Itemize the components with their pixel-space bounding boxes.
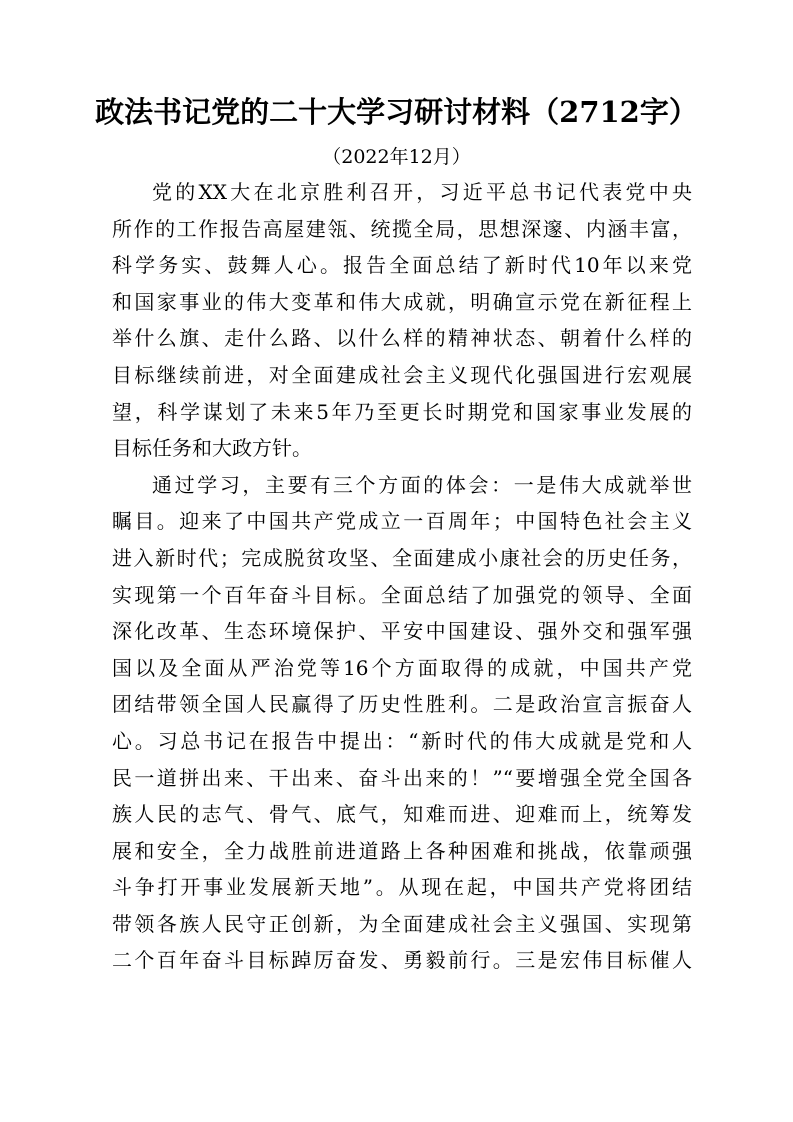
document-date: （2022年12月）: [322, 146, 471, 168]
text-line: 举什么旗、走什么路、以什么样的精神状态、朝着什么样的: [112, 326, 692, 351]
text-line: 心。习总书记在报告中提出：“新时代的伟大成就是党和人: [112, 728, 692, 753]
text-line: 所作的工作报告高屋建瓴、统揽全局，思想深邃、内涵丰富，: [112, 216, 692, 241]
text-line: 科学务实、鼓舞人心。报告全面总结了新时代10年以来党: [112, 253, 692, 278]
text-line: 斗争打开事业发展新天地”。从现在起，中国共产党将团结: [112, 875, 692, 900]
text-line: 实现第一个百年奋斗目标。全面总结了加强党的领导、全面: [112, 582, 692, 607]
text-line: 目标继续前进，对全面建成社会主义现代化强国进行宏观展: [112, 362, 692, 387]
text-line: 目标任务和大政方针。: [112, 436, 312, 461]
text-line: 进入新时代；完成脱贫攻坚、全面建成小康社会的历史任务，: [112, 545, 692, 570]
text-line: 民一道拼出来、干出来、奋斗出来的！”“要增强全党全国各: [112, 765, 692, 790]
text-line: 望，科学谋划了未来5年乃至更长时期党和国家事业发展的: [112, 399, 692, 424]
paragraph-2: [112, 467, 692, 979]
text-line: 国以及全面从严治党等16个方面取得的成就，中国共产党: [112, 655, 692, 680]
text-line: 党的XX大在北京胜利召开，习近平总书记代表党中央: [152, 180, 692, 204]
text-line: 深化改革、生态环境保护、平安中国建设、强外交和强军强: [112, 619, 692, 644]
text-line: 瞩目。迎来了中国共产党成立一百周年；中国特色社会主义: [112, 509, 692, 534]
document-body: [112, 174, 692, 979]
paragraph-1: [112, 174, 692, 467]
text-line: 和国家事业的伟大变革和伟大成就，明确宣示党在新征程上: [112, 289, 692, 314]
text-line: 族人民的志气、骨气、底气，知难而进、迎难而上，统筹发: [112, 802, 692, 827]
document-title: 政法书记党的二十大学习研讨材料（2712字）: [95, 95, 698, 129]
text-line: 二个百年奋斗目标踔厉奋发、勇毅前行。三是宏伟目标催人: [112, 948, 692, 973]
text-line: 展和安全，全力战胜前进道路上各种困难和挑战，依靠顽强: [112, 838, 692, 863]
text-line: 带领各族人民守正创新，为全面建成社会主义强国、实现第: [112, 911, 692, 936]
text-line: 通过学习，主要有三个方面的体会：一是伟大成就举世: [152, 472, 692, 497]
text-line: 团结带领全国人民赢得了历史性胜利。二是政治宣言振奋人: [112, 692, 692, 717]
